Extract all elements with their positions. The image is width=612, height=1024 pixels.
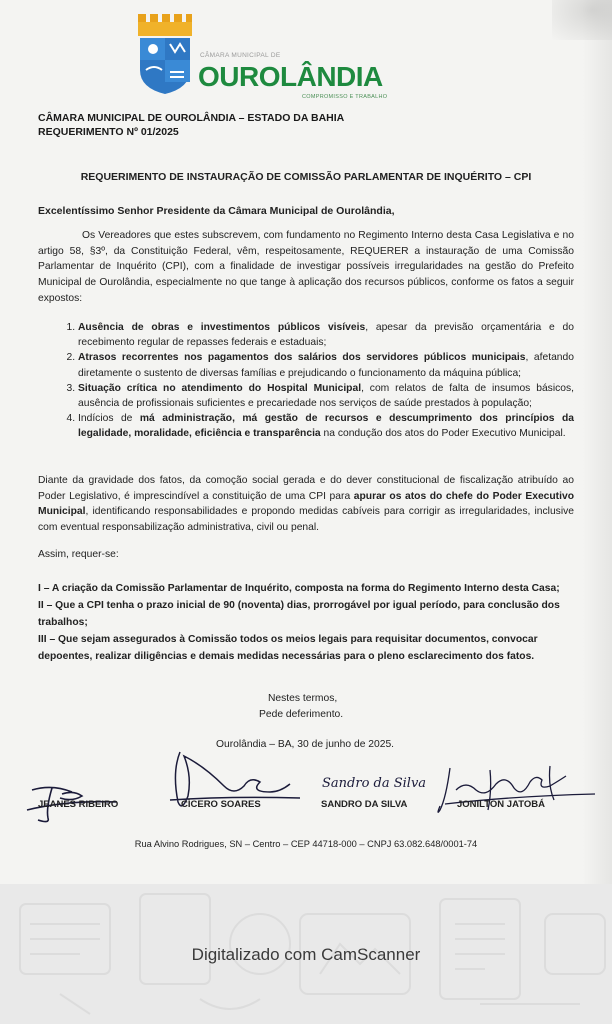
scanner-watermark: Digitalizado com CamScanner	[191, 945, 421, 964]
closing-terms: Nestes termos,	[268, 693, 338, 704]
list-item: 4. Indícios de má administração, má gestão de recursos e descumprimento dos princípios da legalidade, moralidade, eficiência e transparência na condução dos atos do Poder Executivo Municipal.	[78, 411, 574, 441]
chamber-logo	[136, 12, 416, 100]
logo-name: OUROLÂNDIA	[198, 61, 383, 92]
list-item: 3. Situação crítica no atendimento do Hospital Municipal, com relatos de falta de insumos básicos, ausência de profissionais suficientes e precariedade nos serviços de saúde prestados à população;	[78, 381, 574, 411]
coat-of-arms-icon	[136, 12, 192, 96]
logo-tagline: COMPROMISSO E TRABALHO	[302, 94, 388, 100]
signatory-name: JEANES RIBEIRO	[38, 799, 119, 810]
request-item: II – Que a CPI tenha o prazo inicial de 90 (noventa) dias, prorrogável por igual período, para conclusão dos trabalhos;	[38, 600, 560, 628]
intro-paragraph: Os Vereadores que estes subscrevem, com fundamento no Regimento Interno desta Casa Legislativa e no artigo 58, §3º, da Constituição Federal, vêm, respeitosamente, REQUERER a instauração de uma Comissão Parlamentar de Inquérito (CPI), com a finalidade de investigar possíveis irregularidades na gestão do Prefeito Municipal de Ourolândia, especialmente no que tange à aplicação dos recursos públicos, conforme os fatos a seguir expostos:	[38, 230, 574, 304]
closing-request: Pede deferimento.	[259, 709, 344, 720]
place-date: Ourolândia – BA, 30 de junho de 2025.	[216, 739, 395, 750]
header-request-number: REQUERIMENTO Nº 01/2025	[38, 126, 179, 138]
requests-list	[38, 580, 574, 665]
list-item: 2. Atrasos recorrentes nos pagamentos dos salários dos servidores públicos municipais, afetando diretamente o sustento de diversas famílias e prejudicando o funcionamento da máquina pública;	[78, 350, 574, 380]
signatory-name: SANDRO DA SILVA	[321, 799, 408, 810]
logo-subtitle: CÂMARA MUNICIPAL DE	[200, 52, 281, 59]
document-title: REQUERIMENTO DE INSTAURAÇÃO DE COMISSÃO PARLAMENTAR DE INQUÉRITO – CPI	[80, 171, 532, 183]
request-item: I – A criação da Comissão Parlamentar de Inquérito, composta na forma do Regimento Interno desta Casa;	[38, 583, 560, 594]
header-chamber: CÂMARA MUNICIPAL DE OUROLÂNDIA – ESTADO DA BAHIA	[38, 112, 345, 124]
list-item: 1. Ausência de obras e investimentos públicos visíveis, apesar da previsão orçamentária e do recebimento regular de repasses federais e estaduais;	[78, 320, 574, 350]
signatory-name: CÍCERO SOARES	[181, 799, 261, 810]
request-intro: Assim, requer-se:	[38, 549, 119, 560]
signatory-name: JONILTON JATOBÁ	[457, 799, 545, 810]
conclusion-paragraph: Diante da gravidade dos fatos, da comoção social gerada e do dever constitucional de fiscalização atribuído ao Poder Legislativo, é imprescindível a constituição de uma CPI para apurar os atos do chefe do Poder Executivo Municipal, identificando responsabilidades e propondo medidas cabíveis para corrigir as irregularidades, inclusive com eventual responsabilização administrativa, civil ou penal.	[38, 475, 574, 534]
signature-sandro: Sandro da Silva	[322, 776, 427, 791]
signature-jonilton	[430, 760, 600, 820]
request-item: III – Que sejam assegurados à Comissão todos os meios legais para requisitar documentos, convocar depoentes, realizar diligências e demais medidas necessárias para o pleno esclarecimento dos fatos.	[38, 634, 538, 662]
facts-list	[38, 320, 574, 442]
salutation: Excelentíssimo Senhor Presidente da Câmara Municipal de Ourolândia,	[38, 205, 395, 217]
footer-address: Rua Alvino Rodrigues, SN – Centro – CEP 44718-000 – CNPJ 63.082.648/0001-74	[134, 839, 478, 849]
signature-cicero	[150, 742, 310, 822]
